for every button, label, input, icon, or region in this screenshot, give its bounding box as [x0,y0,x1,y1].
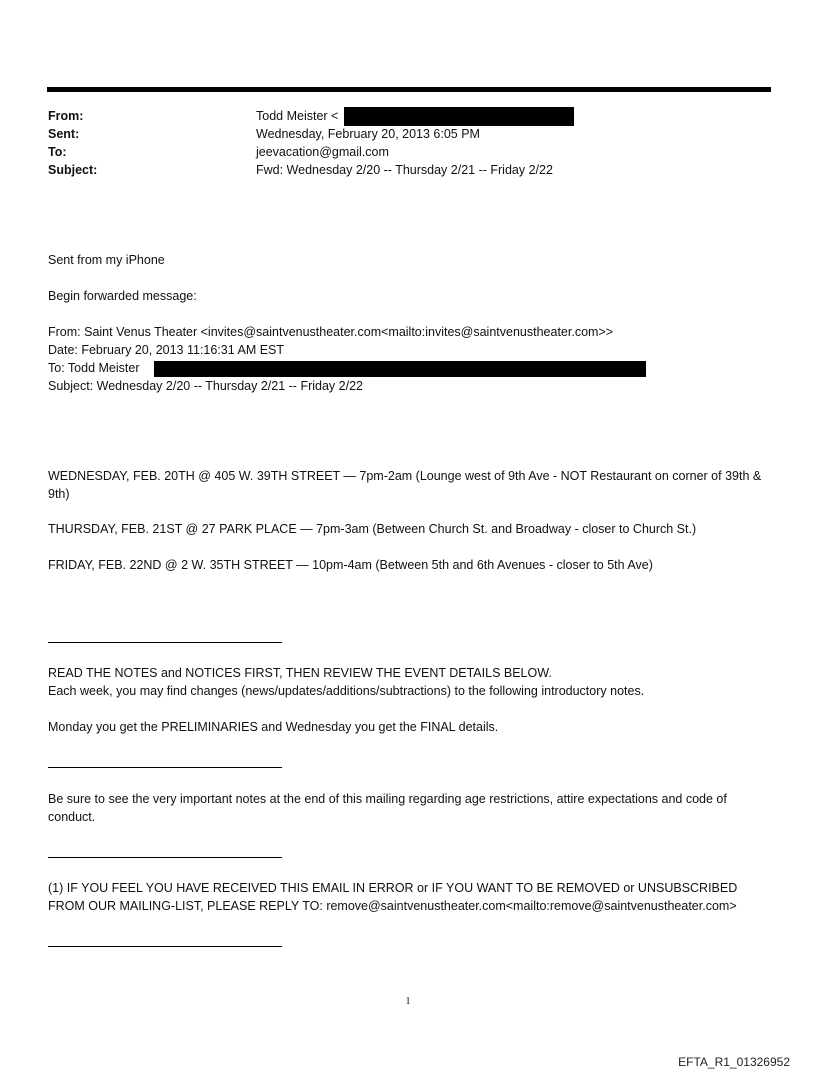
from-value: Todd Meister < [256,109,339,123]
separator-rule [48,946,282,947]
to-value: jeevacation@gmail.com [256,145,389,159]
forwarded-date-line: Date: February 20, 2013 11:16:31 AM EST [48,343,285,357]
forwarded-from-line: From: Saint Venus Theater <invites@saintvenustheater.com<mailto:invites@saintvenustheater.com>> [48,325,614,339]
separator-rule [48,642,282,643]
sent-from-line: Sent from my iPhone [48,253,165,267]
to-label: To: [48,145,67,159]
separator-rule [48,767,282,768]
notes-weekly-changes: Each week, you may find changes (news/updates/additions/subtractions) to the following introductory notes. [48,684,645,698]
notes-read-first: READ THE NOTES and NOTICES FIRST, THEN REVIEW THE EVENT DETAILS BELOW. [48,666,552,680]
event-friday: FRIDAY, FEB. 22ND @ 2 W. 35TH STREET — 10pm-4am (Between 5th and 6th Avenues - closer to 5th Ave) [48,558,653,572]
forwarded-subject-line: Subject: Wednesday 2/20 -- Thursday 2/21 -- Friday 2/22 [48,379,363,393]
separator-rule [48,857,282,858]
event-thursday: THURSDAY, FEB. 21ST @ 27 PARK PLACE — 7pm-3am (Between Church St. and Broadway - closer to Church St.) [48,522,697,536]
notes-important: Be sure to see the very important notes at the end of this mailing regarding age restrictions, attire expectations and code of conduct. [48,792,727,824]
begin-forwarded-line: Begin forwarded message: [48,289,197,303]
redaction-box [344,107,574,126]
notes-monday-wednesday: Monday you get the PRELIMINARIES and Wednesday you get the FINAL details. [48,720,499,734]
page-number: 1 [405,996,411,1007]
event-wednesday: WEDNESDAY, FEB. 20TH @ 405 W. 39TH STREET — 7pm-2am (Lounge west of 9th Ave - NOT Restaurant on corner of 39th & 9th) [48,469,762,501]
sent-value: Wednesday, February 20, 2013 6:05 PM [256,127,480,141]
sent-label: Sent: [48,127,80,141]
subject-label: Subject: [48,163,98,177]
subject-value: Fwd: Wednesday 2/20 -- Thursday 2/21 -- Friday 2/22 [256,163,553,177]
header-rule [47,87,771,92]
forwarded-to-line: To: Todd Meister [48,361,140,375]
notes-unsubscribe: (1) IF YOU FEEL YOU HAVE RECEIVED THIS EMAIL IN ERROR or IF YOU WANT TO BE REMOVED or UNSUBSCRIBED FROM OUR MAILING-LIST, PLEASE REPLY TO: remove@saintvenustheater.com<mailto:remove@saintvenustheater.com> [48,881,738,913]
redaction-box [154,361,646,377]
from-label: From: [48,109,84,123]
document-id: EFTA_R1_01326952 [678,1055,790,1069]
